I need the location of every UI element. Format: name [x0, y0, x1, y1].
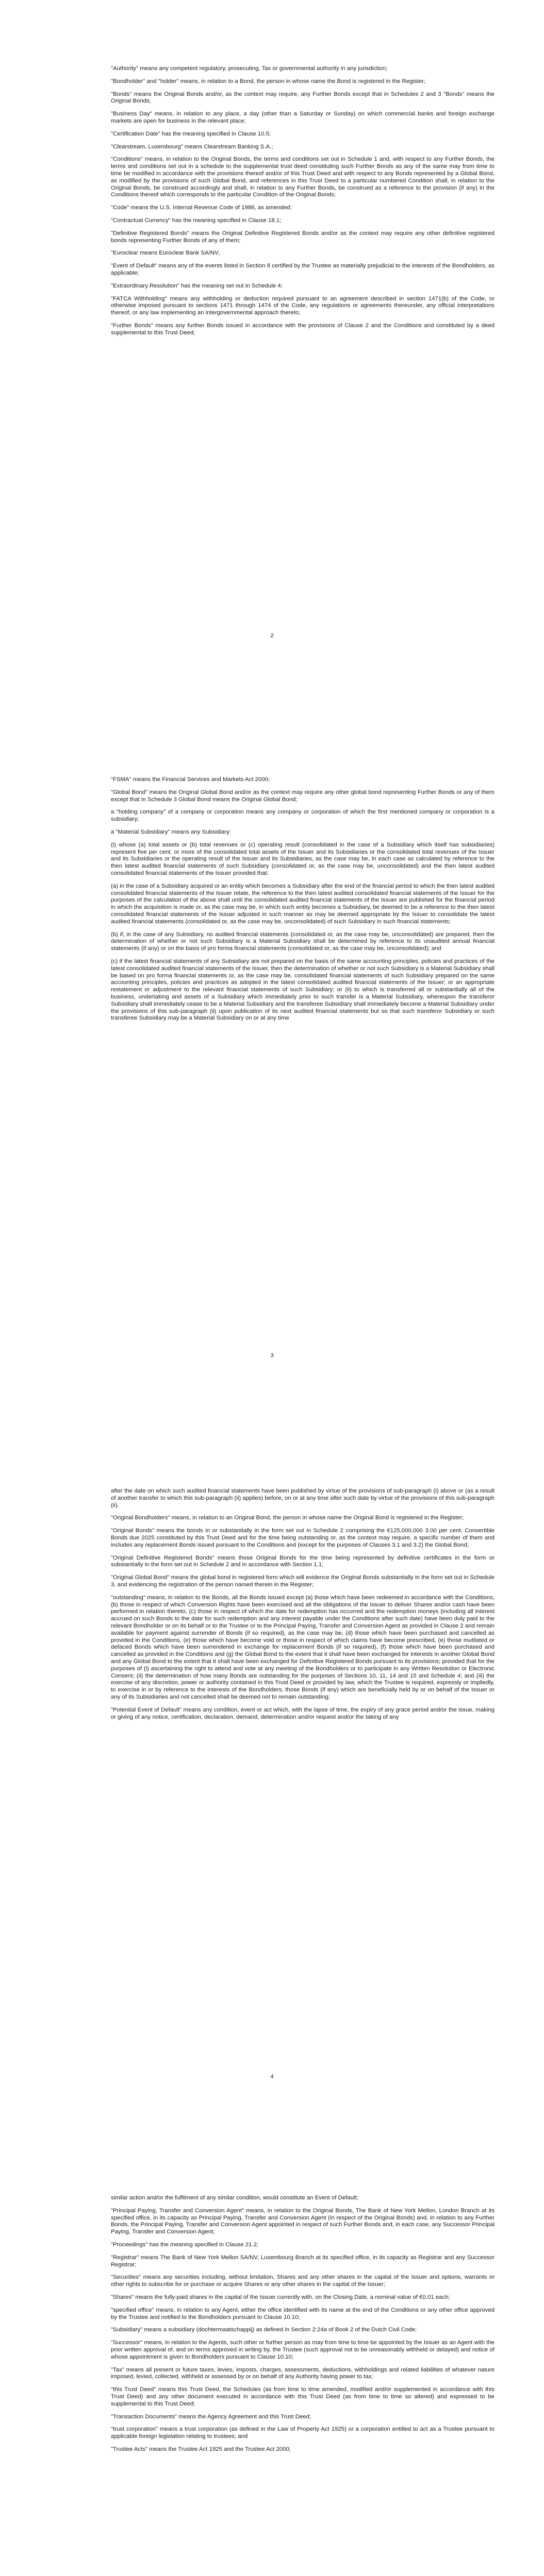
paragraph: "outstanding" means, in relation to the Bonds, all the Bonds issued except (a) those which have been redeemed in accordance with the Conditions, (b) those in respect of which Conversion Rights have been exercised and all the obligations of the Issuer to deliver Shares and/or cash have been performed in relation thereto, (c) those in respect of which the date for redemption has occurred and the redemption moneys (including all interest accrued on such Bonds to the date for such redemption and any interest payable under the Conditions after such date) have been duly paid to the relevant Bondholder or on its behalf or to the Trustee or to the Principal Paying, Transfer and Conversion Agent as provided in Clause 2 and remain available for payment against surrender of Bonds (if so required), as the case may be, (d) those which have been purchased and cancelled as provided in the Conditions, (e) those which have become void or those in respect of which claims have become prescribed, (e) those mutilated or defaced Bonds which have been surrendered in exchange for replacement Bonds (if so required), (f) those which have been purchased and cancelled as provided in the Conditions and (g) the Global Bond to the extent that it shall have been exchanged for interests in another Global Bond and any Global Bond to the extent that it shall have been exchanged for Definitive Registered Bonds pursuant to its provisions; provided that for the purposes of (i) ascertaining the right to attend and vote at any meeting of the Bondholders or to participate in any Written Resolution or Electronic Consent; (ii) the determination of how many Bonds are outstanding for the purposes of Sections 10, 11, 14 and 15 and Schedule 4; and (iii) the exercise of any discretion, power or authority contained in this Trust Deed or provided by law, which the Trustee is required, expressly or impliedly, to exercise in or by reference to the interests of the Bondholders, those Bonds (if any) which are beneficially held by or on behalf of the Issuer or any of its Subsidiaries and not cancelled shall be deemed not to remain outstanding; [111, 1594, 494, 1700]
paragraph: "Extraordinary Resolution" has the meaning set out in Schedule 4; [111, 282, 283, 289]
paragraph: "Potential Event of Default" means any condition, event or act which, with the lapse of time, the expiry of any grace period and/or the issue, making or giving of any notice, certification, declaration, demand, determination and/or request and/or the taking of any [111, 1706, 494, 1720]
paragraph: "Contractual Currency" has the meaning specified in Clause 18.1; [111, 217, 282, 224]
paragraph: "Authority" means any competent regulatory, prosecuting, Tax or governmental authority in any jurisdiction; [111, 65, 388, 72]
document-page [0, 2110, 544, 2576]
paragraph: "Original Definitive Registered Bonds" means those Original Bonds for the time being represented by definitive certificates in the form or substantially in the form set out in Schedule 2 and in accordance with Section 1.1; [111, 1554, 494, 1568]
paragraph: "Original Bondholders" means, in relation to an Original Bond, the person in whose name the Original Bond is registered in the Register; [111, 1515, 464, 1521]
paragraph: "Proceedings" has the meaning specified in Clause 21.2; [111, 2241, 259, 2248]
paragraph: "trust corporation" means a trust corporation (as defined in the Law of Property Act 1925) or a corporation entitled to act as a Trustee pursuant to applicable foreign legislation relating to trustees; and [111, 2426, 494, 2440]
paragraph: "Definitive Registered Bonds" means the Original Definitive Registered Bonds and/or as the context may require any other definitive registered bonds representing Further Bonds of any of them; [111, 230, 494, 244]
page-number: 4 [270, 2074, 274, 2080]
page-number: 3 [270, 1352, 274, 1359]
paragraph: "Clearstream, Luxembourg" means Clearstream Banking S.A.; [111, 143, 273, 150]
paragraph: "Trustee Acts" means the Trustee Act 1925 and the Trustee Act 2000; [111, 2446, 291, 2452]
paragraph: "Transaction Documents" means the Agency Agreement and this Trust Deed; [111, 2413, 311, 2420]
paragraph: "Shares" means the fully-paid shares in the capital of the Issuer currently with, on the Closing Date, a nominal value of €0.01 each; [111, 2294, 450, 2300]
paragraph: "Principal Paying, Transfer and Conversion Agent" means, in relation to the Original Bonds, The Bank of New York Mellon, London Branch at its specified office, in its capacity as Principal Paying, Transfer and Conversion Agent (in respect of the Original Bonds) and, in relation to any Further Bonds, the Principal Paying, Transfer and Conversion Agent appointed in respect of such Further Bonds and, in each case, any Successor Principal Paying, Transfer and Conversion Agent; [111, 2207, 494, 2235]
document-page [0, 1406, 544, 2110]
paragraph: "Registrar" means The Bank of New York Mellon SA/NV, Luxembourg Branch at its specified office, in its capacity as Registrar and any Successor Registrar; [111, 2254, 494, 2268]
paragraph: "Code" means the U.S. Internal Revenue Code of 1986, as amended; [111, 205, 292, 211]
paragraph: (i) whose (a) total assets or (b) total revenues or (c) operating result (consolidated in the case of a Subsidiary which itself has subsidiaries) represent five per cent. or more of the consolidated total assets of the Issuer and its Subsidiaries or the consolidated total revenues of the Issuer and its Subsidiaries or the operating result of the Issuer and its Subsidiaries, as the case may be, in each case as calculated by reference to the then latest audited financial statements of such Subsidiary (consolidated or, as the case may be, unconsolidated) and the then latest audited consolidated financial statements of the Issuer provided that: [111, 841, 494, 876]
paragraph: "Original Bonds" means the bonds in or substantially in the form set out in Schedule 2 comprising the €125,000,000 3.00 per cent. Convertible Bonds due 2025 constituted by this Trust Deed and for the time being outstanding or, as the context may require, a specific number of them and includes any replacement Bonds issued pursuant to the Conditions and (except for the purposes of Clauses 3.1 and 3.2) the Global Bond; [111, 1528, 494, 1548]
document-page [0, 703, 544, 1406]
paragraph: "Event of Default" means any of the events listed in Section 8 certified by the Trustee as materially prejudicial to the interests of the Bondholders, as applicable; [111, 263, 494, 276]
paragraph: "Euroclear means Euroclear Bank SA/NV; [111, 250, 220, 257]
paragraph: a "holding company" of a company or corporation means any company or corporation of which the first mentioned company or corporation is a subsidiary; [111, 809, 494, 823]
paragraph: after the date on which such audited financial statements have been published by virtue of the provisions of sub-paragraph (i) above or (as a result of another transfer to which this sub-paragraph (ii) applies) before, on or at any time after such date by virtue of the provisions of this sub-paragraph (ii). [111, 1488, 494, 1509]
paragraph: "this Trust Deed" means this Trust Deed, the Schedules (as from time to time amended, modified and/or supplemented in accordance with this Trust Deed) and any other document executed in accordance with this Trust Deed (as from time to time so altered) and expressed to be supplemental to this Trust Deed; [111, 2386, 494, 2407]
paragraph: "specified office" means, in relation to any Agent, either the office identified with its name at the end of the Conditions or any other office approved by the Trustee and notified to the Bondholders pursuant to Clause 10.10; [111, 2307, 494, 2320]
document-page [0, 0, 544, 703]
paragraph: a "Material Subsidiary" means any Subsidiary: [111, 828, 231, 835]
paragraph: "Business Day" means, in relation to any place, a day (other than a Saturday or Sunday) on which commercial banks and foreign exchange markets are open for business in the relevant place; [111, 111, 494, 124]
paragraph: similar action and/or the fulfilment of any similar condition, would constitute an Event of Default; [111, 2195, 358, 2201]
paragraph: "Conditions" means, in relation to the Original Bonds, the terms and conditions set out in Schedule 1 and, with respect to any Further Bonds, the terms and conditions set out in a schedule to the supplemental trust deed constituting such Further Bonds as any of the same may from time to time be modified in accordance with the provisions thereof and/or of this Trust Deed and with respect to any Bonds represented by a Global Bond, as modified by the provisions of such Global Bond, and references in this Trust Deed to a particular numbered Condition shall, in relation to the Original Bonds, be construed accordingly and shall, in relation to any Further Bonds, be construed as a reference to the provision (if any) in the Conditions thereof which corresponds to the particular Condition of the Original Bonds; [111, 156, 494, 198]
paragraph: "Subsidiary" means a subsidiary (dochtermaatschappij) as defined in Section 2:24a of Book 2 of the Dutch Civil Code; [111, 2327, 417, 2333]
paragraph: "Bondholder" and "holder" means, in relation to a Bond, the person in whose name the Bond is registered in the Register; [111, 78, 426, 84]
paragraph: "FSMA" means the Financial Services and Markets Act 2000; [111, 776, 270, 783]
page-number: 2 [270, 633, 274, 639]
paragraph: "FATCA Withholding" means any withholding or deduction required pursuant to an agreement described in section 1471(b) of the Code, or otherwise imposed pursuant to sections 1471 through 1474 of the Code, any regulations or agreements thereunder, any official interpretations thereof, or any law implementing an intergovernmental approach thereto; [111, 295, 494, 316]
paragraph: "Securities" means any securities including, without limitation, Shares and any other shares in the capital of the Issuer and options, warrants or other rights to subscribe for or purchase or acquire Shares or any other shares in the capital of the Issuer; [111, 2274, 494, 2288]
paragraph: "Original Global Bond" means the global bond in registered form which will evidence the Original Bonds substantially in the form set out in Schedule 3, and evidencing the registration of the person named therein in the Register; [111, 1574, 494, 1588]
paragraph: (a) in the case of a Subsidiary acquired or an entity which becomes a Subsidiary after the end of the financial period to which the then latest audited consolidated financial statements of the Issuer relate, the reference to the then latest audited consolidated financial statements of the Issuer for the purposes of the calculation of the above shall until the consolidated audited financial statements of the Issuer are published for the financial period in which the acquisition is made or, as the case may be, in which such entity becomes a Subsidiary, be deemed to be a reference to the then latest consolidated financial statements of the Issuer adjusted in such manner as may be deemed appropriate by the Issuer to consolidate the latest audited financial statements (consolidated or, as the case may be, unconsolidated) of such Subsidiary in such financial statements; [111, 883, 494, 925]
paragraph: "Further Bonds" means any further Bonds issued in accordance with the provisions of Clause 2 and the Conditions and constituted by a deed supplemental to this Trust Deed; [111, 322, 494, 336]
paragraph: "Global Bond" means the Original Global Bond and/or as the context may require any other global bond representing Further Bonds or any of them except that in Schedule 3 Global Bond means the Original Global Bond; [111, 789, 494, 803]
paragraph: "Successor" means, in relation to the Agents, such other or further person as may from time to time be appointed by the Issuer as an Agent with the prior written approval of, and on terms approved in writing by, the Trustee (such approval not to be unreasonably withheld or delayed) and notice of whose appointment is given to Bondholders pursuant to Clause 10.10; [111, 2340, 494, 2360]
paragraph: "Bonds" means the Original Bonds and/or, as the context may require, any Further Bonds except that in Schedules 2 and 3 "Bonds" means the Original Bonds; [111, 91, 494, 105]
paragraph: (c) if the latest financial statements of any Subsidiary are not prepared on the basis of the same accounting principles, policies and practices of the latest consolidated audited financial statements of the Issuer, then the determination of whether or not such Subsidiary is a Material Subsidiary shall be based on pro forma financial statements or, as the case may be, consolidated financial statements of such Subsidiary prepared on the same accounting principles, policies and practices as adopted in the latest consolidated audited financial statements of the Issuer; or an appropriate restatement or adjustment to the relevant financial statements of such Subsidiary; or (ii) to which is transferred all or substantially all of the business, undertaking and assets of a Subsidiary which immediately prior to such transfer is a Material Subsidiary, whereupon the transferor Subsidiary shall immediately cease to be a Material Subsidiary and the transferee Subsidiary shall immediately become a Material Subsidiary under the provisions of this sub-paragraph (ii) upon publication of its next audited financial statements but so that such transferor Subsidiary or such transferee Subsidiary may be a Material Subsidiary on or at any time [111, 958, 494, 1022]
paragraph: "Tax" means all present or future taxes, levies, imposts, charges, assessments, deductions, withholdings and related liabilities of whatever nature imposed, levied, collected, withheld or assessed by or on behalf of any Authority having power to tax; [111, 2366, 494, 2380]
paragraph: "Certification Date" has the meaning specified in Clause 10.5; [111, 130, 271, 137]
paragraph: (b) if, in the case of any Subsidiary, no audited financial statements (consolidated or, as the case may be, unconsolidated) are prepared, then the determination of whether or not such Subsidiary is a Material Subsidiary shall be determined by reference to its unaudited annual financial statements (if any) or on the basis of pro forma financial statements (consolidated or, as the case may be, unconsolidated); and [111, 931, 494, 952]
